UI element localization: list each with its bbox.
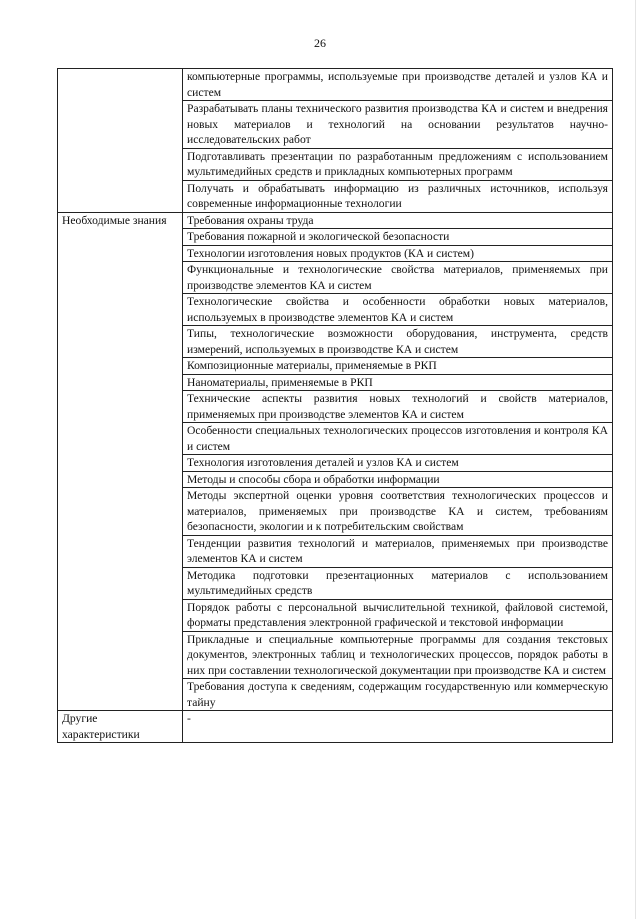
table-cell: Технологии изготовления новых продуктов (КА и систем) <box>183 245 613 262</box>
table-cell: Методика подготовки презентационных материалов с использованием мультимедийных средств <box>183 567 613 599</box>
empty-line <box>187 727 608 743</box>
table-cell: Методы и способы сбора и обработки информации <box>183 471 613 488</box>
table-cell: компьютерные программы, используемые при производстве деталей и узлов КА и систем <box>183 69 613 101</box>
other-characteristics-value: - <box>187 712 191 725</box>
table-cell: Методы экспертной оценки уровня соответствия технологических процессов и материалов, применяемых при производстве КА и систем, требованиям безопасности, экологии и к потребительским свойствам <box>183 488 613 536</box>
scan-edge-line <box>635 0 636 919</box>
table-row <box>58 212 613 229</box>
professional-standard-table <box>57 68 613 743</box>
table-cell: Порядок работы с персональной вычислительной техникой, файловой системой, форматы представления электронной графической и текстовой информации <box>183 599 613 631</box>
table-cell: Композиционные материалы, применяемые в РКП <box>183 358 613 375</box>
table-cell: Технология изготовления деталей и узлов КА и систем <box>183 455 613 472</box>
table-cell: Функциональные и технологические свойства материалов, применяемых при производстве элементов КА и систем <box>183 262 613 294</box>
table-cell: Технологические свойства и особенности обработки новых материалов, используемых в производстве элементов КА и систем <box>183 294 613 326</box>
table-cell: Типы, технологические возможности оборудования, инструмента, средств измерений, используемых в производстве КА и систем <box>183 326 613 358</box>
row-label-other-characteristics: Другие характеристики <box>58 711 183 743</box>
row-label-required-knowledge: Необходимые знания <box>58 212 183 711</box>
table-cell: Требования охраны труда <box>183 212 613 229</box>
table-cell: Наноматериалы, применяемые в РКП <box>183 374 613 391</box>
table-cell: Требования доступа к сведениям, содержащим государственную или коммерческую тайну <box>183 679 613 711</box>
page-number: 26 <box>314 36 326 50</box>
table-cell-dash <box>183 711 613 743</box>
table-cell: Требования пожарной и экологической безопасности <box>183 229 613 246</box>
table-cell: Разрабатывать планы технического развития производства КА и систем и внедрения новых материалов и технологий на основании результатов научно-исследовательских работ <box>183 101 613 149</box>
table-cell: Подготавливать презентации по разработанным предложениям с использованием мультимедийных средств и прикладных компьютерных программ <box>183 148 613 180</box>
table-cell: Получать и обрабатывать информацию из различных источников, используя современные информационные технологии <box>183 180 613 212</box>
table-cell: Особенности специальных технологических процессов изготовления и контроля КА и систем <box>183 423 613 455</box>
table-cell: Прикладные и специальные компьютерные программы для создания текстовых документов, электронных таблиц и технологических процессов, порядок работы в них при составлении технологической документации при производстве КА и систем <box>183 631 613 679</box>
table-row <box>58 69 613 101</box>
table-cell: Тенденции развития технологий и материалов, применяемых при производстве элементов КА и систем <box>183 535 613 567</box>
row-label-empty <box>58 69 183 213</box>
table-row <box>58 711 613 743</box>
table-cell: Технические аспекты развития новых технологий и свойств материалов, применяемых при производстве элементов КА и систем <box>183 391 613 423</box>
